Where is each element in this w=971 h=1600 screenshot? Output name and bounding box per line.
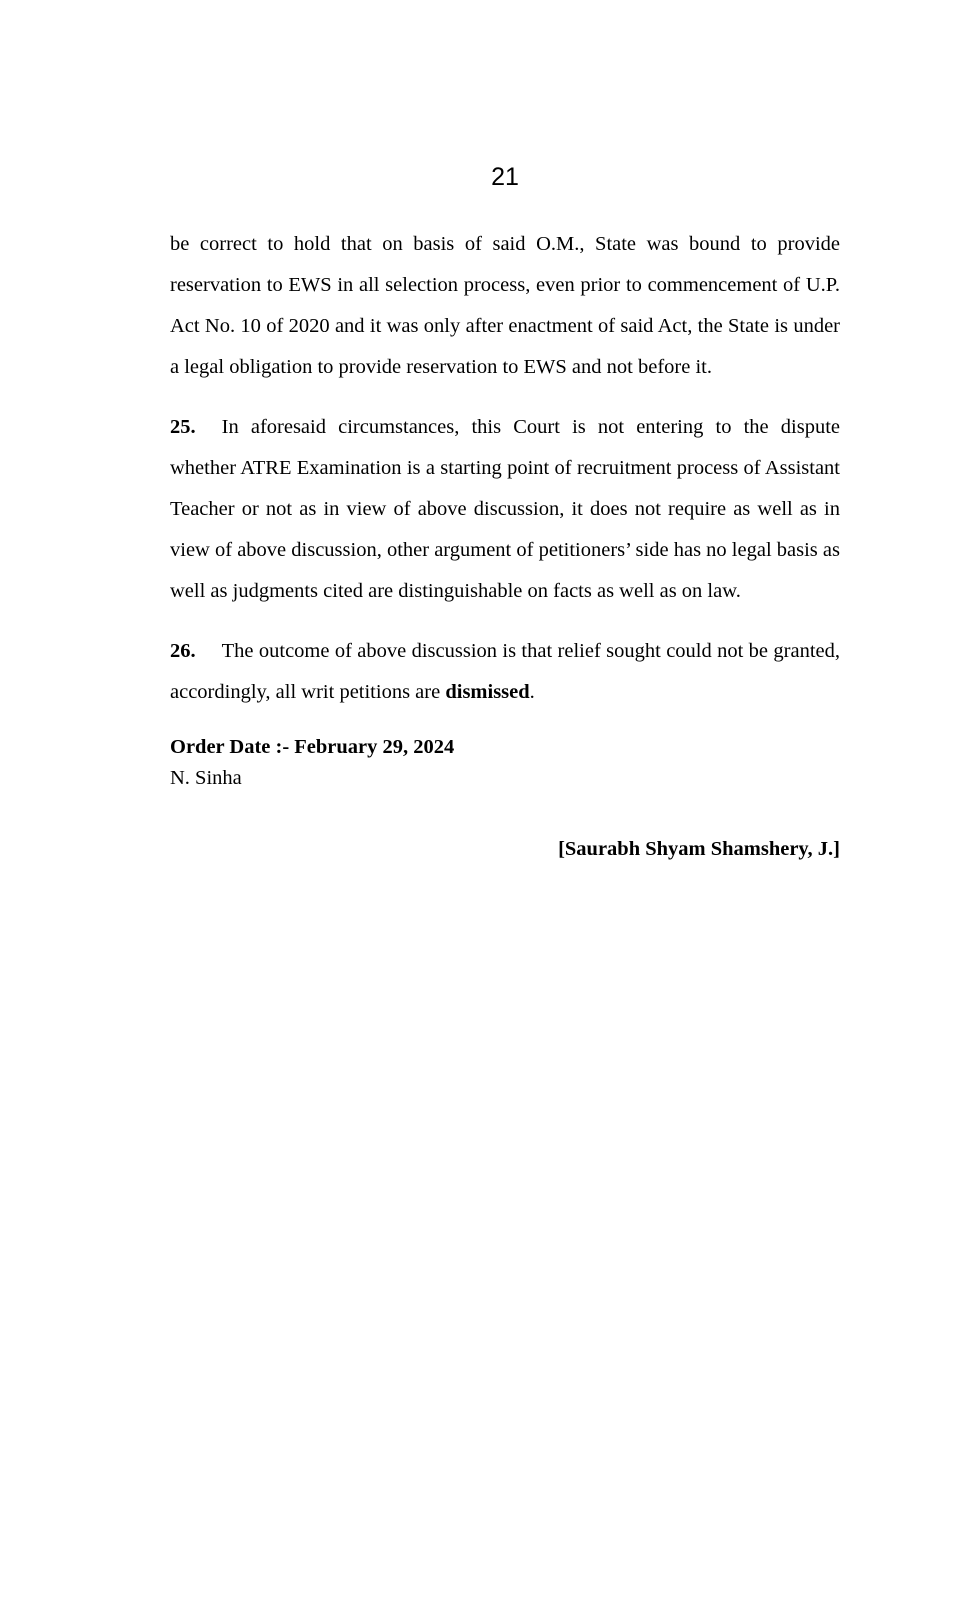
- paragraph-25: [170, 407, 840, 612]
- paragraph-25-number: 25.: [170, 416, 196, 438]
- clerk-name: N. Sinha: [170, 767, 242, 789]
- paragraph-25-text: In aforesaid circumstances, this Court is not entering to the dispute whether ATRE Examination is a starting point of recruitment process of Assistant Teacher or not as in view of above discussion, it does not require as well as in view of above discussion, other argument of petitioners’ side has no legal basis as well as judgments cited are distinguishable on facts as well as on law.: [170, 416, 840, 602]
- judge-signature: [Saurabh Shyam Shamshery, J.]: [558, 838, 840, 860]
- paragraph-26-period: .: [529, 681, 535, 703]
- paragraph-26: [170, 631, 840, 713]
- paragraph-26-text: The outcome of above discussion is that relief sought could not be granted, accordingly, all writ petitions are: [170, 640, 840, 703]
- paragraph-continuation: be correct to hold that on basis of said O.M., State was bound to provide reservation to EWS in all selection process, even prior to commencement of U.P. Act No. 10 of 2020 and it was only after enactment of said Act, the State is under a legal obligation to provide reservation to EWS and not before it.: [170, 233, 840, 378]
- page-number: 21: [491, 163, 519, 191]
- order-date: Order Date :- February 29, 2024: [170, 736, 455, 758]
- dismissed-emphasis: dismissed: [445, 681, 530, 703]
- paragraph-26-number: 26.: [170, 640, 196, 662]
